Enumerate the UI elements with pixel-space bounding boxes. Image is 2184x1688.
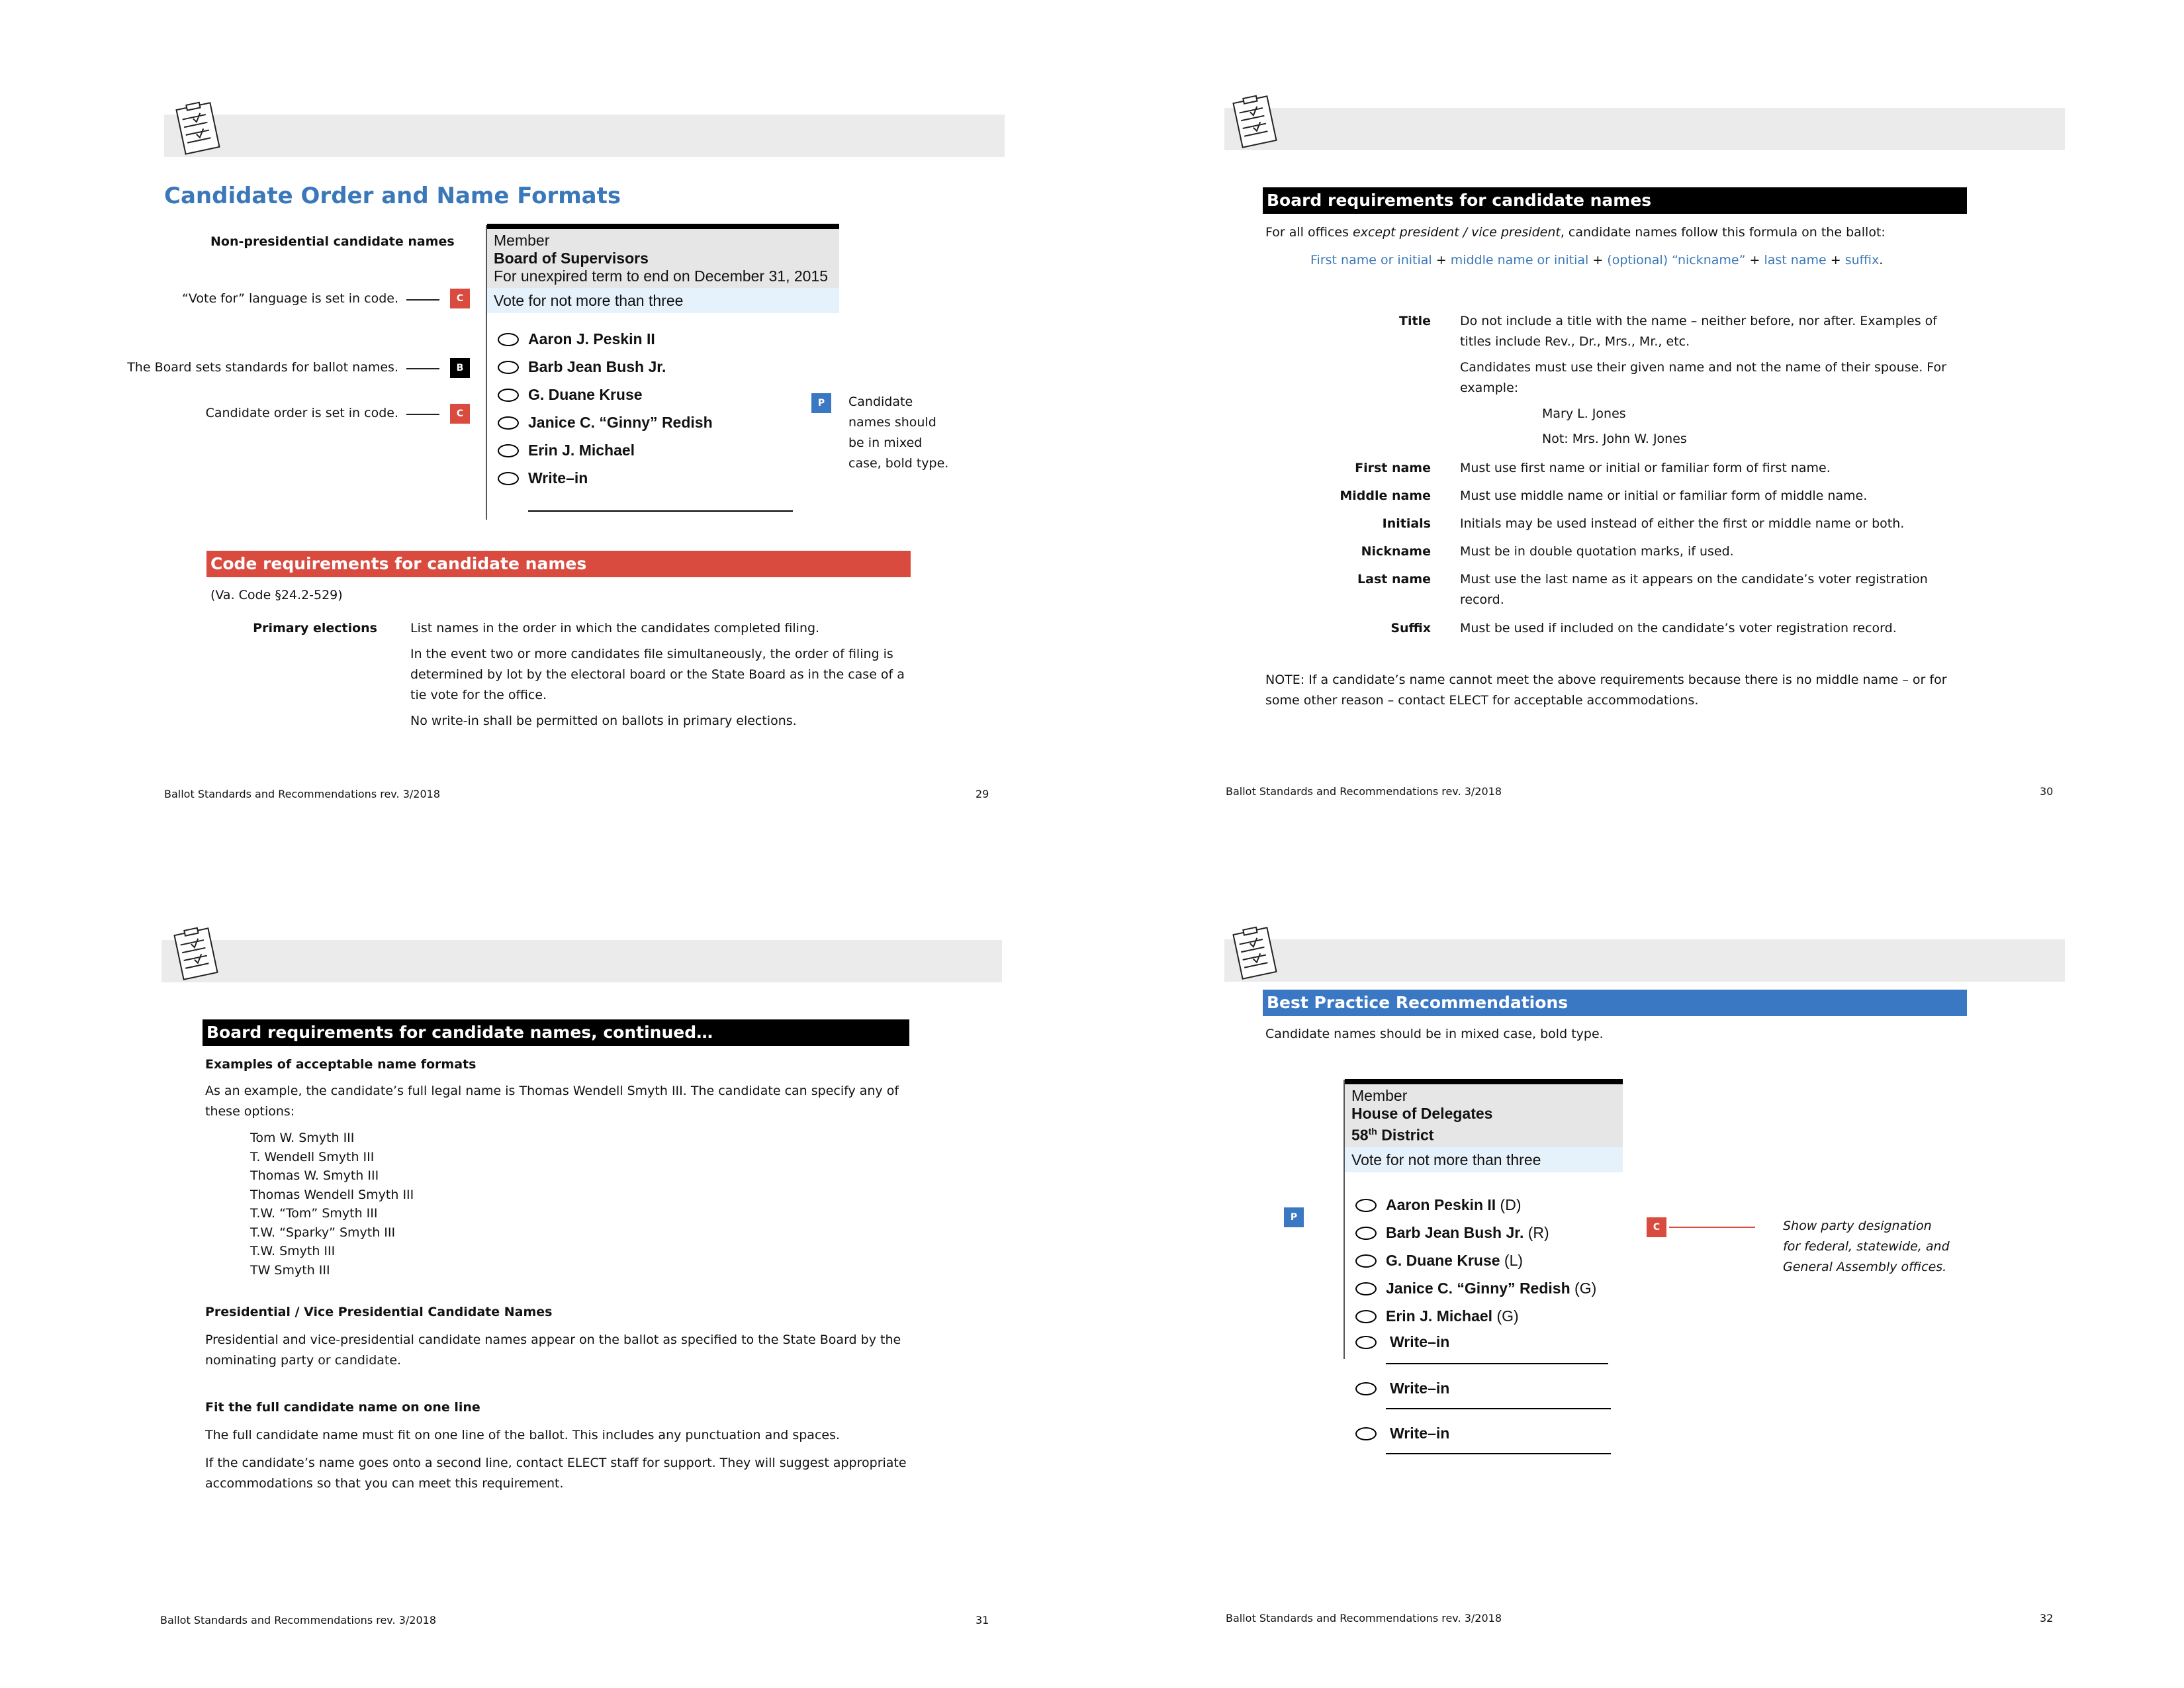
header-band [1224, 939, 2065, 982]
ballot-oval[interactable] [1355, 1227, 1377, 1240]
header-band [161, 940, 1002, 982]
rule-label: Middle name [1340, 489, 1431, 503]
office-line: Member [494, 232, 550, 249]
ballot-clipboard-icon [167, 925, 225, 983]
paragraph [205, 1081, 899, 1122]
district-suffix: th [1368, 1126, 1377, 1137]
list-item: T.W. “Sparky” Smyth III [250, 1225, 396, 1240]
callout-text: Candidate order is set in code. [205, 406, 398, 420]
note-line: some other reason – contact ELECT for acceptable accommodations. [1265, 693, 1699, 708]
formula-part: middle name or initial [1450, 253, 1589, 267]
candidate-row [1345, 1246, 1623, 1274]
ballot-clipboard-icon [1226, 924, 1284, 982]
candidate-name: G. Duane Kruse [528, 386, 643, 403]
candidate-name: Janice C. “Ginny” Redish [1386, 1279, 1570, 1297]
formula-part: suffix [1844, 253, 1880, 267]
header-band [1224, 108, 2065, 150]
printer-tag: P [1284, 1207, 1304, 1227]
example-bad: Not: Mrs. John W. Jones [1542, 432, 1687, 446]
party-designation: (D) [1496, 1196, 1522, 1213]
formula-part: First name or initial [1310, 253, 1432, 267]
paragraph-line: The full candidate name must fit on one line of the ballot. This includes any punctuation and spaces. [205, 1428, 841, 1442]
write-in-label: Write–in [1390, 1333, 1450, 1350]
page-title: Candidate Order and Name Formats [164, 183, 621, 209]
callout-text: The Board sets standards for ballot names. [127, 360, 398, 375]
formula-plus: + [1749, 253, 1760, 267]
callout-leader [406, 299, 439, 301]
candidate-row [1345, 1191, 1623, 1219]
office-line: Member [1351, 1087, 1408, 1104]
rule-label: Suffix [1390, 621, 1431, 635]
sample-ballot [487, 224, 839, 512]
paragraph-line: nominating party or candidate. [205, 1353, 402, 1368]
vote-for-line: Vote for not more than three [487, 288, 839, 313]
party-designation: (R) [1524, 1223, 1549, 1241]
intro-part: , candidate names follow this formula on the ballot: [1560, 225, 1886, 240]
rule-line: Initials may be used instead of either the first or middle name or both. [1460, 516, 1905, 531]
note-line: case, bold type. [848, 456, 949, 471]
ballot-clipboard-icon [1226, 93, 1284, 151]
rule-line: record. [1460, 592, 1504, 607]
page-number: 31 [976, 1614, 989, 1626]
list-item: T.W. Smyth III [250, 1244, 336, 1258]
board-tag: B [450, 358, 470, 378]
office-name: Board of Supervisors [494, 250, 649, 267]
write-in-row [487, 464, 839, 492]
rule-label: Last name [1357, 572, 1431, 586]
section-bar: Board requirements for candidate names [1263, 187, 1967, 214]
rule-text [1460, 311, 1937, 352]
subheading: Non-presidential candidate names [210, 234, 455, 249]
candidate-name: G. Duane Kruse [1386, 1251, 1500, 1269]
candidate-name: Janice C. “Ginny” Redish [528, 414, 713, 431]
example-good: Mary L. Jones [1542, 406, 1626, 421]
list-item: TW Smyth III [250, 1262, 330, 1278]
note-line: NOTE: If a candidate’s name cannot meet the above requirements because there is no middle name – or for [1265, 673, 1947, 687]
intro-part: For all offices [1265, 225, 1353, 240]
ballot-office-header [487, 224, 839, 288]
code-citation: (Va. Code §24.2-529) [210, 588, 343, 602]
note-line: names should [848, 415, 936, 430]
intro-text [1265, 222, 1886, 243]
paragraph-line: Presidential and vice-presidential candidate names appear on the ballot as specified to the State Board by the [205, 1333, 901, 1347]
section-bar: Board requirements for candidate names, continued… [203, 1019, 909, 1046]
callout-leader [406, 414, 439, 415]
rule-line: determined by lot by the electoral board or the State Board as in the case of a [410, 667, 905, 682]
name-examples-list [250, 1129, 414, 1280]
code-tag: C [450, 289, 470, 308]
subsection-heading: Fit the full candidate name on one line [205, 1400, 480, 1415]
write-in-line[interactable] [1386, 1453, 1611, 1454]
candidate-row [487, 436, 839, 464]
list-item: T.W. “Tom” Smyth III [250, 1206, 378, 1221]
write-in-row [1345, 1376, 1623, 1400]
rule-line: Do not include a title with the name – neither before, nor after. Examples of [1460, 314, 1937, 328]
page-30 [1092, 0, 2184, 844]
sample-ballot [1345, 1079, 1623, 1454]
intro-text: Candidate names should be in mixed case, bold type. [1265, 1027, 1604, 1041]
rule-text [1460, 569, 1928, 610]
primary-rules [410, 618, 905, 731]
write-in-label: Write–in [528, 469, 588, 487]
candidate-name: Aaron Peskin II [1386, 1196, 1496, 1213]
rule-line: Must be used if included on the candidate’s voter registration record. [1460, 621, 1897, 635]
ballot-oval[interactable] [498, 361, 519, 374]
candidate-row [487, 381, 839, 408]
rule-line: Candidates must use their given name and not the name of their spouse. For [1460, 360, 1946, 375]
ballot-oval[interactable] [498, 389, 519, 402]
footer-text: Ballot Standards and Recommendations rev. 3/2018 [1226, 1612, 1502, 1624]
page-number: 32 [2040, 1612, 2054, 1624]
write-in-label: Write–in [1390, 1379, 1450, 1397]
page-31 [0, 844, 1092, 1688]
ballot-oval[interactable] [498, 333, 519, 346]
callout-text: “Vote for” language is set in code. [182, 291, 398, 306]
subsection-heading: Presidential / Vice Presidential Candidate Names [205, 1305, 553, 1319]
ballot-oval[interactable] [1355, 1254, 1377, 1268]
party-designation: (G) [1492, 1307, 1519, 1325]
page-number: 30 [2040, 785, 2054, 798]
write-in-line[interactable] [528, 510, 793, 512]
ballot-oval[interactable] [1355, 1310, 1377, 1323]
footer-text: Ballot Standards and Recommendations rev. 3/2018 [164, 788, 440, 800]
rule-line: tie vote for the office. [410, 688, 547, 702]
rule-label: Initials [1382, 516, 1431, 531]
candidate-name: Erin J. Michael [528, 442, 635, 459]
list-item: Thomas Wendell Smyth III [250, 1187, 414, 1202]
candidate-name: Aaron J. Peskin II [528, 330, 655, 348]
list-item: Tom W. Smyth III [250, 1131, 355, 1145]
formula-part: (optional) “nickname” [1607, 253, 1746, 267]
candidate-name: Barb Jean Bush Jr. [528, 358, 666, 375]
rule-label: First name [1355, 461, 1431, 475]
rule-label: Nickname [1361, 544, 1431, 559]
printer-tag: P [811, 393, 831, 413]
formula-end: . [1879, 253, 1884, 267]
paragraph [205, 1330, 901, 1371]
district-word: District [1377, 1126, 1434, 1144]
candidate-name: Erin J. Michael [1386, 1307, 1493, 1325]
rule-line: In the event two or more candidates file simultaneously, the order of filing is [410, 647, 893, 661]
candidate-row [1345, 1219, 1623, 1246]
office-district [1351, 1123, 1616, 1145]
callout-leader [406, 368, 439, 369]
ballot-oval[interactable] [1355, 1427, 1377, 1440]
page-number: 29 [976, 788, 989, 800]
header-band [164, 115, 1005, 157]
rule-line: Must use the last name as it appears on the candidate’s voter registration [1460, 572, 1928, 586]
write-in-line[interactable] [1386, 1363, 1608, 1364]
section-bar: Code requirements for candidate names [206, 551, 911, 577]
candidate-row [487, 353, 839, 381]
code-tag: C [450, 404, 470, 424]
rule-line: Must use first name or initial or familiar form of first name. [1460, 461, 1831, 475]
write-in-label: Write–in [1390, 1424, 1450, 1442]
footer-text: Ballot Standards and Recommendations rev. 3/2018 [160, 1614, 436, 1626]
paragraph-line: accommodations so that you can meet this requirement. [205, 1476, 564, 1491]
candidate-row [487, 408, 839, 436]
ballot-office-header [1345, 1079, 1623, 1147]
rule-line: List names in the order in which the candidates completed filing. [410, 621, 820, 635]
write-in-row [1345, 1330, 1623, 1354]
note-line: be in mixed [848, 436, 923, 450]
intro-emphasis: except president / vice president [1353, 225, 1561, 240]
rule-line: No write-in shall be permitted on ballots in primary elections. [410, 714, 797, 728]
write-in-line[interactable] [1386, 1408, 1611, 1409]
note-line: General Assembly offices. [1783, 1260, 1947, 1274]
note-line: Candidate [848, 395, 913, 409]
subsection-heading: Examples of acceptable name formats [205, 1057, 477, 1072]
page-29 [0, 0, 1092, 844]
candidate-name: Barb Jean Bush Jr. [1386, 1223, 1524, 1241]
party-note [1783, 1216, 1950, 1278]
ballot-oval[interactable] [498, 416, 519, 430]
note-line: for federal, statewide, and [1783, 1239, 1950, 1254]
list-item: T. Wendell Smyth III [250, 1149, 375, 1164]
ballot-oval[interactable] [1355, 1336, 1377, 1349]
ballot-clipboard-icon [169, 99, 227, 158]
name-formula [1310, 250, 1883, 271]
write-in-row [1345, 1421, 1623, 1445]
section-bar: Best Practice Recommendations [1263, 990, 1967, 1016]
formula-plus: + [1830, 253, 1841, 267]
paragraph-line: If the candidate’s name goes onto a second line, contact ELECT staff for support. They will suggest appropriate [205, 1456, 907, 1470]
party-designation: (G) [1570, 1279, 1597, 1297]
office-term: For unexpired term to end on December 31, 2015 [494, 267, 829, 285]
formula-plus: + [1435, 253, 1447, 267]
rule-line: Must use middle name or initial or familiar form of middle name. [1460, 489, 1868, 503]
note-text [1265, 670, 1947, 711]
ballot-oval[interactable] [1355, 1382, 1377, 1395]
candidate-row [487, 325, 839, 353]
code-tag: C [1647, 1217, 1666, 1237]
callout-leader [1669, 1227, 1755, 1228]
candidate-row [1345, 1302, 1623, 1330]
district-number: 58 [1351, 1126, 1369, 1144]
rule-line: titles include Rev., Dr., Mrs., Mr., etc. [1460, 334, 1690, 349]
ballot-oval[interactable] [1355, 1282, 1377, 1295]
rule-line: example: [1460, 381, 1519, 395]
formula-plus: + [1592, 253, 1604, 267]
paragraph [205, 1453, 907, 1494]
note-line: Show party designation [1783, 1219, 1932, 1233]
footer-text: Ballot Standards and Recommendations rev. 3/2018 [1226, 785, 1502, 798]
ballot-oval[interactable] [498, 444, 519, 457]
paragraph-line: As an example, the candidate’s full legal name is Thomas Wendell Smyth III. The candidate can specify any of [205, 1084, 899, 1098]
formula-part: last name [1764, 253, 1827, 267]
rule-text [1460, 357, 1946, 399]
primary-label: Primary elections [253, 621, 377, 635]
vote-for-line: Vote for not more than three [1345, 1147, 1623, 1172]
rule-label-title: Title [1399, 314, 1431, 328]
candidate-row [1345, 1274, 1623, 1302]
printer-note [848, 392, 948, 474]
party-designation: (L) [1500, 1251, 1524, 1269]
paragraph-line: these options: [205, 1104, 295, 1119]
ballot-oval[interactable] [498, 472, 519, 485]
page-32 [1092, 844, 2184, 1688]
list-item: Thomas W. Smyth III [250, 1168, 379, 1183]
rule-line: Must be in double quotation marks, if used. [1460, 544, 1734, 559]
ballot-oval[interactable] [1355, 1199, 1377, 1212]
office-name: House of Delegates [1351, 1105, 1493, 1122]
